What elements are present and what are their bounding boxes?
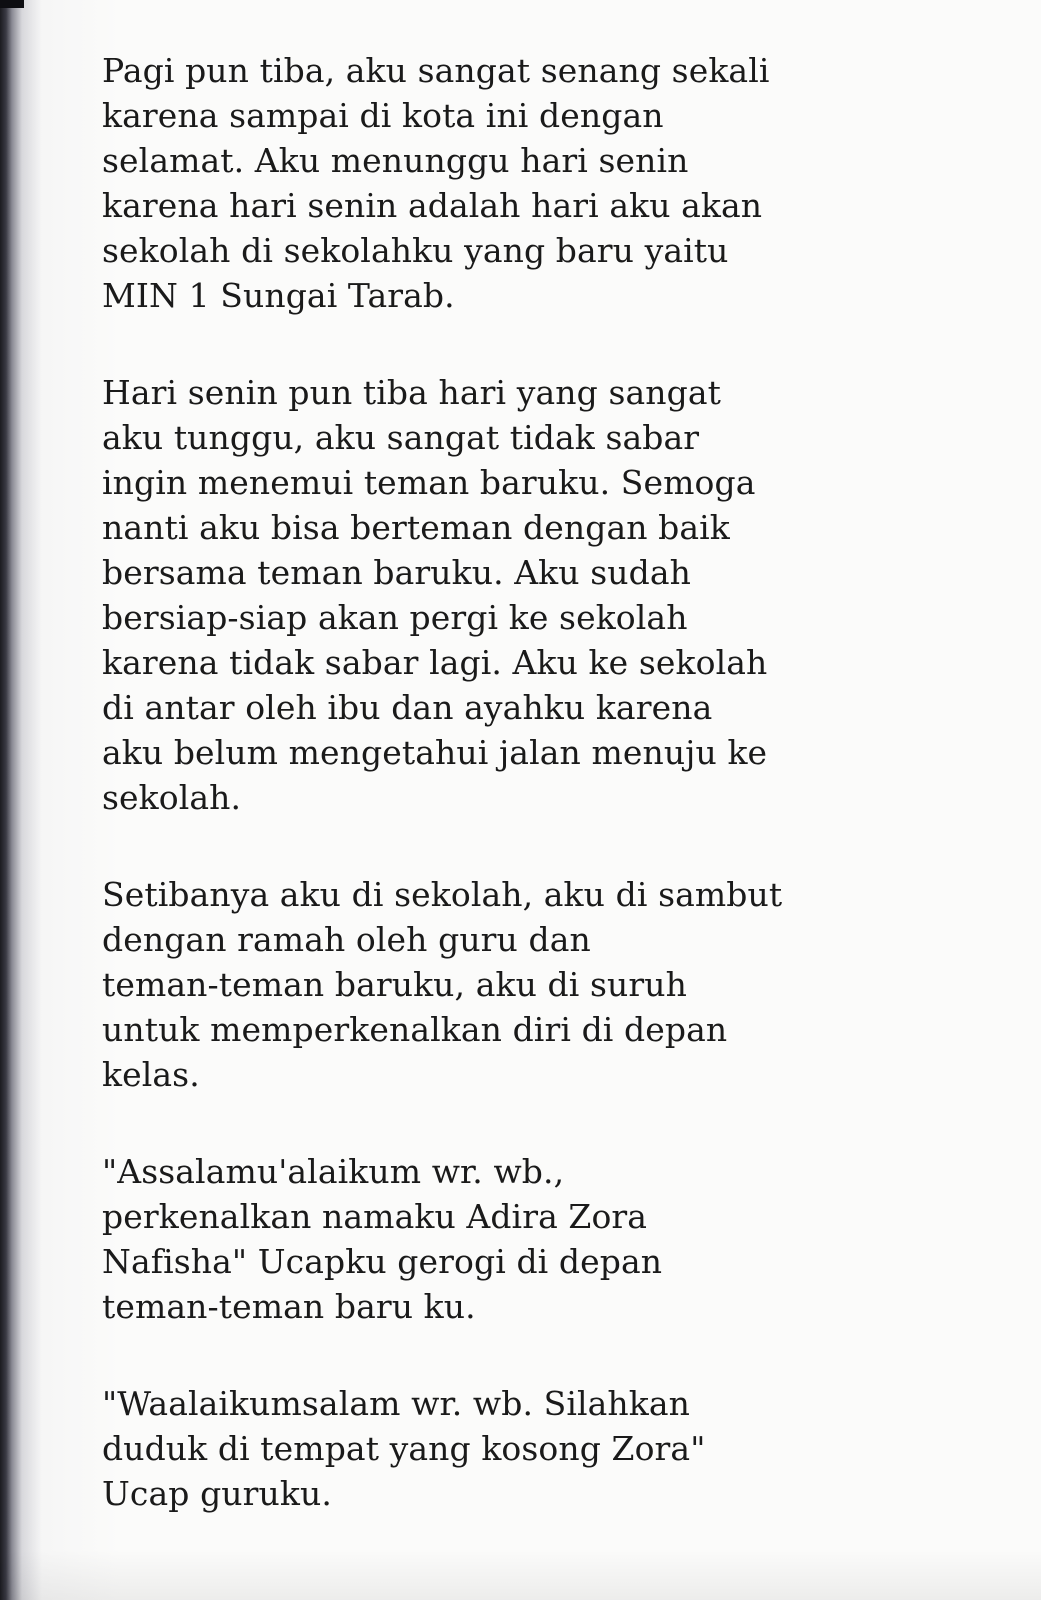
text-line: selamat. Aku menunggu hari senin	[102, 141, 689, 180]
text-line: bersama teman baruku. Aku sudah	[102, 553, 691, 592]
text-line: teman-teman baruku, aku di suruh	[102, 965, 687, 1004]
text-line: MIN 1 Sungai Tarab.	[102, 276, 455, 315]
text-line: Hari senin pun tiba hari yang sangat	[102, 373, 721, 412]
text-line: ingin menemui teman baruku. Semoga	[102, 463, 756, 502]
text-line: Pagi pun tiba, aku sangat senang sekali	[102, 51, 770, 90]
text-line: nanti aku bisa berteman dengan baik	[102, 508, 730, 547]
paragraph-1	[102, 48, 902, 318]
text-line: dengan ramah oleh guru dan	[102, 920, 591, 959]
text-line: karena tidak sabar lagi. Aku ke sekolah	[102, 643, 768, 682]
text-line: di antar oleh ibu dan ayahku karena	[102, 688, 713, 727]
paragraph-4	[102, 1149, 902, 1329]
text-line: aku belum mengetahui jalan menuju ke	[102, 733, 768, 772]
text-line: "Assalamu'alaikum wr. wb.,	[102, 1152, 565, 1191]
text-line: sekolah di sekolahku yang baru yaitu	[102, 231, 729, 270]
text-line: perkenalkan namaku Adira Zora	[102, 1197, 648, 1236]
text-line: sekolah.	[102, 778, 242, 817]
text-line: duduk di tempat yang kosong Zora"	[102, 1429, 706, 1468]
paragraph-5	[102, 1381, 902, 1516]
text-line: bersiap-siap akan pergi ke sekolah	[102, 598, 688, 637]
text-line: kelas.	[102, 1055, 200, 1094]
text-line: teman-teman baru ku.	[102, 1287, 476, 1326]
text-line: "Waalaikumsalam wr. wb. Silahkan	[102, 1384, 691, 1423]
paragraph-3	[102, 872, 902, 1097]
page-text	[102, 48, 902, 1568]
page-corner-shadow	[0, 0, 24, 8]
paragraph-2	[102, 370, 902, 820]
text-line: Setibanya aku di sekolah, aku di sambut	[102, 875, 783, 914]
text-line: Ucap guruku.	[102, 1474, 332, 1513]
text-line: karena hari senin adalah hari aku akan	[102, 186, 763, 225]
text-line: aku tunggu, aku sangat tidak sabar	[102, 418, 700, 457]
text-line: untuk memperkenalkan diri di depan	[102, 1010, 728, 1049]
text-line: karena sampai di kota ini dengan	[102, 96, 664, 135]
text-line: Nafisha" Ucapku gerogi di depan	[102, 1242, 663, 1281]
